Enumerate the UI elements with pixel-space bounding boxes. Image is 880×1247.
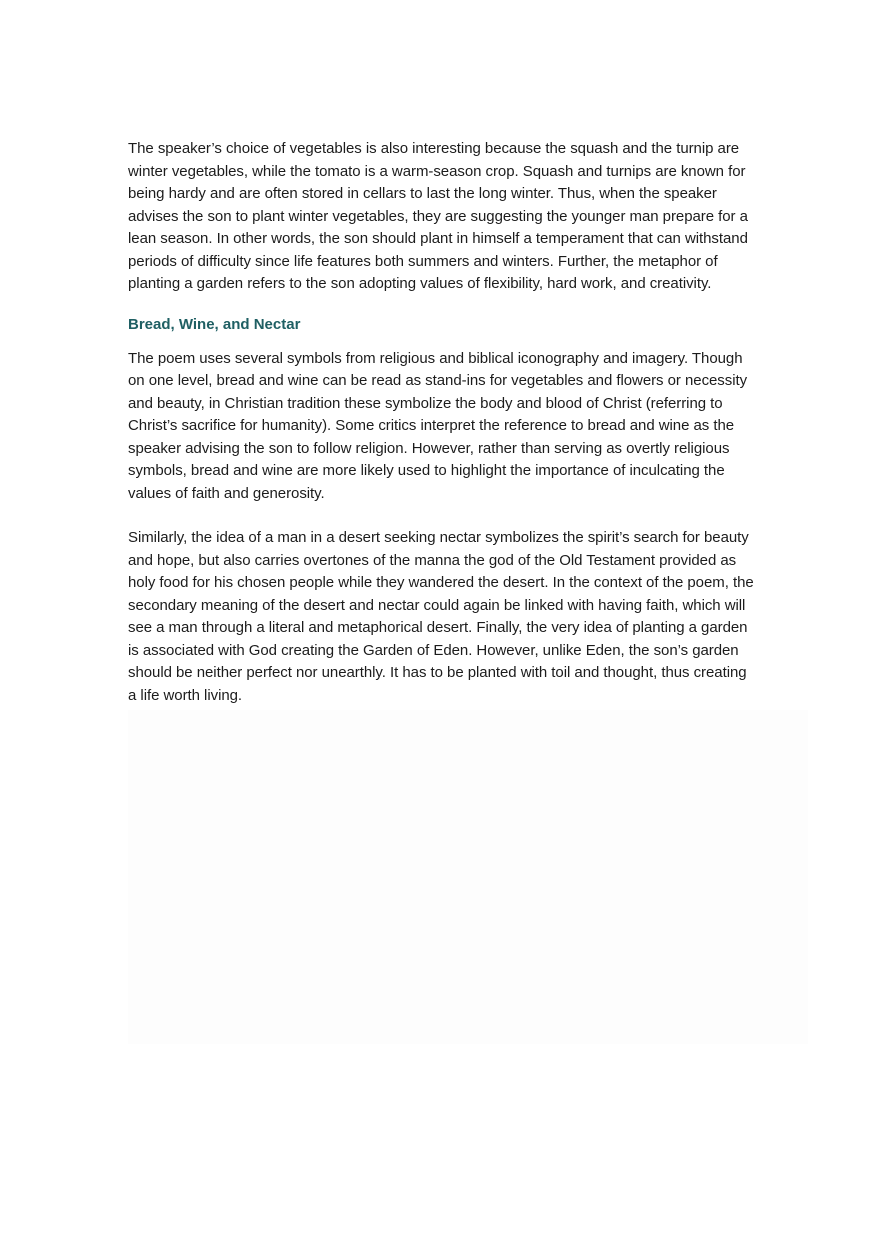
document-body <box>128 138 756 707</box>
section-heading: Bread, Wine, and Nectar <box>128 315 301 333</box>
paragraph-bread-wine: The poem uses several symbols from religious and biblical iconography and imagery. Though on one level, bread and wine can be read as stand-ins for vegetables and flowers or necessity and beauty, in Christian tradition these symbolize the body and blood of Christ (referring to Christ’s sacrifice for humanity). Some critics interpret the reference to bread and wine as the speaker advising the son to follow religion. However, rather than serving as overtly religious symbols, bread and wine are more likely used to highlight the importance of inculcating the values of faith and generosity. <box>128 349 748 502</box>
faint-content-area <box>128 710 808 1044</box>
paragraph-spacer <box>128 505 756 527</box>
paragraph-vegetables: The speaker’s choice of vegetables is also interesting because the squash and the turnip are winter vegetables, while the tomato is a warm-season crop. Squash and turnips are known for being hardy and are often stored in cellars to last the long winter. Thus, when the speaker advises the son to plant winter vegetables, they are suggesting the younger man prepare for a lean season. In other words, the son should plant in himself a temperament that can withstand periods of difficulty since life features both summers and winters. Further, the metaphor of planting a garden refers to the son adopting values of flexibility, hard work, and creativity. <box>128 140 748 292</box>
paragraph-desert-nectar: Similarly, the idea of a man in a desert seeking nectar symbolizes the spirit’s search for beauty and hope, but also carries overtones of the manna the god of the Old Testament provided as holy food for his chosen people while they wandered the desert. In the context of the poem, the secondary meaning of the desert and nectar could again be linked with having faith, which will see a man through a literal and metaphorical desert. Finally, the very idea of planting a garden is associated with God creating the Garden of Eden. However, unlike Eden, the son’s garden should be neither perfect nor unearthly. It has to be planted with toil and thought, thus creating a life worth living. <box>128 529 754 704</box>
